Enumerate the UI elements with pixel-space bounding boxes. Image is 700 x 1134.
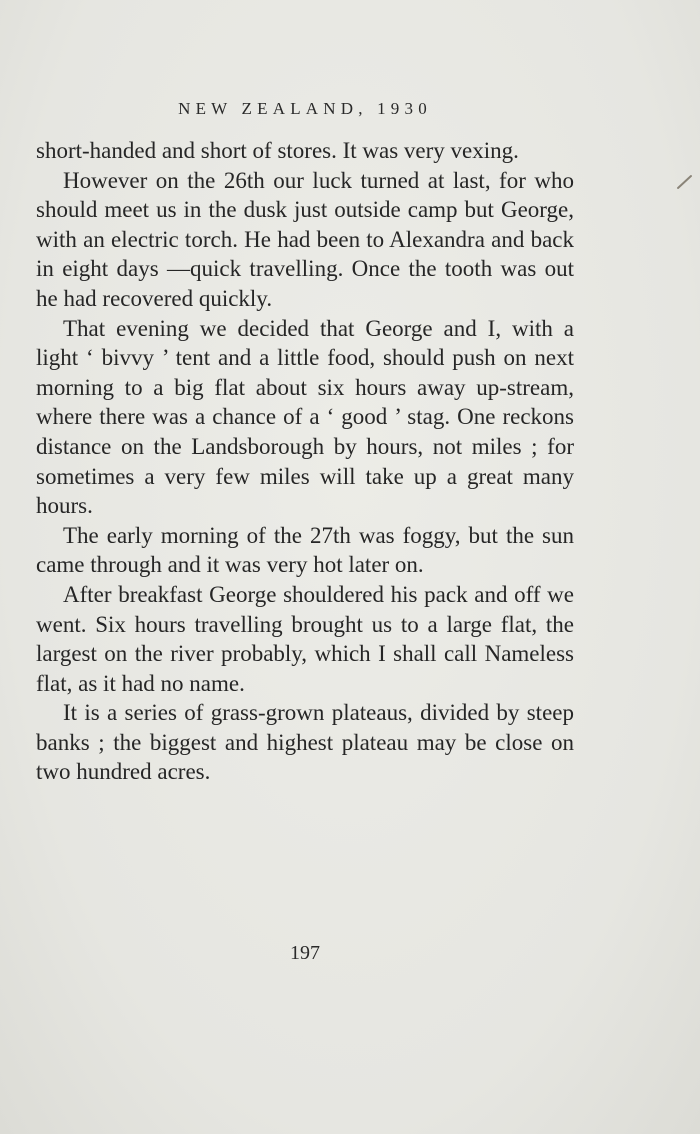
page-number: 197 (290, 942, 320, 964)
paragraph-2: However on the 26th our luck turned at last, for who should meet us in the dusk just outside camp but George, with an electric torch. He had been to Alexandra and back in eight days —quick travelling. Once the tooth was out he had recovered quickly. (36, 167, 574, 311)
paragraph-6: It is a series of grass-grown plateaus, divided by steep banks ; the biggest and highest plateau may be close on two hundred acres. (36, 700, 574, 785)
paragraph-4: The early morning of the 27th was foggy, but the sun came through and it was very hot later on. (36, 522, 574, 578)
body-text (36, 136, 574, 787)
pencil-mark-icon (676, 172, 694, 190)
paragraph-1: short-handed and short of stores. It was very vexing. (36, 138, 519, 163)
paragraph-5: After breakfast George shouldered his pack and off we went. Six hours travelling brought us to a large flat, the largest on the river probably, which I shall call Nameless flat, as it had no name. (36, 581, 574, 696)
running-head: NEW ZEALAND, 1930 (178, 99, 432, 118)
paragraph-3: That evening we decided that George and I, with a light ‘ bivvy ’ tent and a little food, should push on next morning to a big flat about six hours away up-stream, where there was a chance of a ‘ good ’ stag. One reckons distance on the Landsborough by hours, not miles ; for sometimes a very few miles will take up a great many hours. (36, 315, 574, 519)
